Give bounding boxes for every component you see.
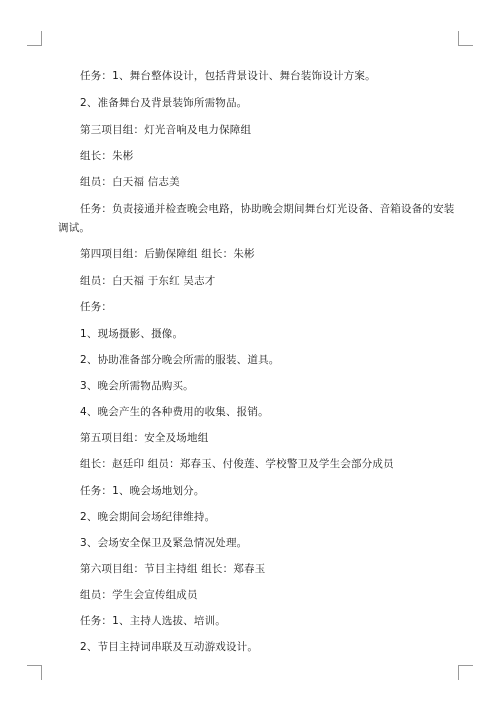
list-item-purchasing: 3、晚会所需物品购买。 <box>80 380 194 392</box>
crop-mark-bottom-right <box>458 665 473 680</box>
list-item-photography: 1、现场摄影、摄像。 <box>80 328 184 340</box>
list-item-security: 3、会场安全保卫及紧急情况处理。 <box>80 537 248 549</box>
heading-group-3: 第三项目组：灯光音响及电力保障组 <box>80 124 252 136</box>
paragraph-group-4-members: 组员：白天福 于东红 吴志才 <box>80 275 216 287</box>
paragraph-group-3-members: 组员：白天福 信志美 <box>80 176 180 188</box>
paragraph-group-4-task-label: 任务： <box>80 301 113 313</box>
paragraph-group-3-leader: 组长：朱彬 <box>80 150 134 162</box>
heading-group-6: 第六项目组：节目主持组 组长：郑春玉 <box>80 563 266 575</box>
crop-mark-top-left <box>27 31 42 46</box>
paragraph-group-3-task-continued: 调试。 <box>58 222 91 234</box>
paragraph-group-3-task: 任务：负责接通并检查晚会电路，协助晚会期间舞台灯光设备、音箱设备的安装 <box>80 203 455 215</box>
list-item-expenses: 4、晚会产生的各种费用的收集、报销。 <box>80 406 269 418</box>
heading-group-4: 第四项目组：后勤保障组 组长：朱彬 <box>80 248 255 260</box>
paragraph-group-5-leader: 组长：赵廷印 组员：郑春玉、付俊莲、学校警卫及学生会部分成员 <box>80 458 394 470</box>
list-item-discipline: 2、晚会期间会场纪律维持。 <box>80 511 216 523</box>
paragraph-stage-task: 任务：1、舞台整体设计，包括背景设计、舞台装饰设计方案。 <box>80 70 376 82</box>
paragraph-group-6-members: 组员：学生会宣传组成员 <box>80 589 198 601</box>
crop-mark-top-right <box>458 31 473 46</box>
paragraph-group-6-task: 任务：1、主持人选拔、培训。 <box>80 615 226 627</box>
crop-mark-bottom-left <box>27 665 42 680</box>
paragraph-stage-items: 2、准备舞台及背景装饰所需物品。 <box>80 97 248 109</box>
list-item-costumes: 2、协助准备部分晚会所需的服装、道具。 <box>80 354 280 366</box>
list-item-host-script: 2、节目主持词串联及互动游戏设计。 <box>80 641 259 653</box>
paragraph-group-5-task: 任务：1、晚会场地划分。 <box>80 485 205 497</box>
heading-group-5: 第五项目组：安全及场地组 <box>80 432 209 444</box>
